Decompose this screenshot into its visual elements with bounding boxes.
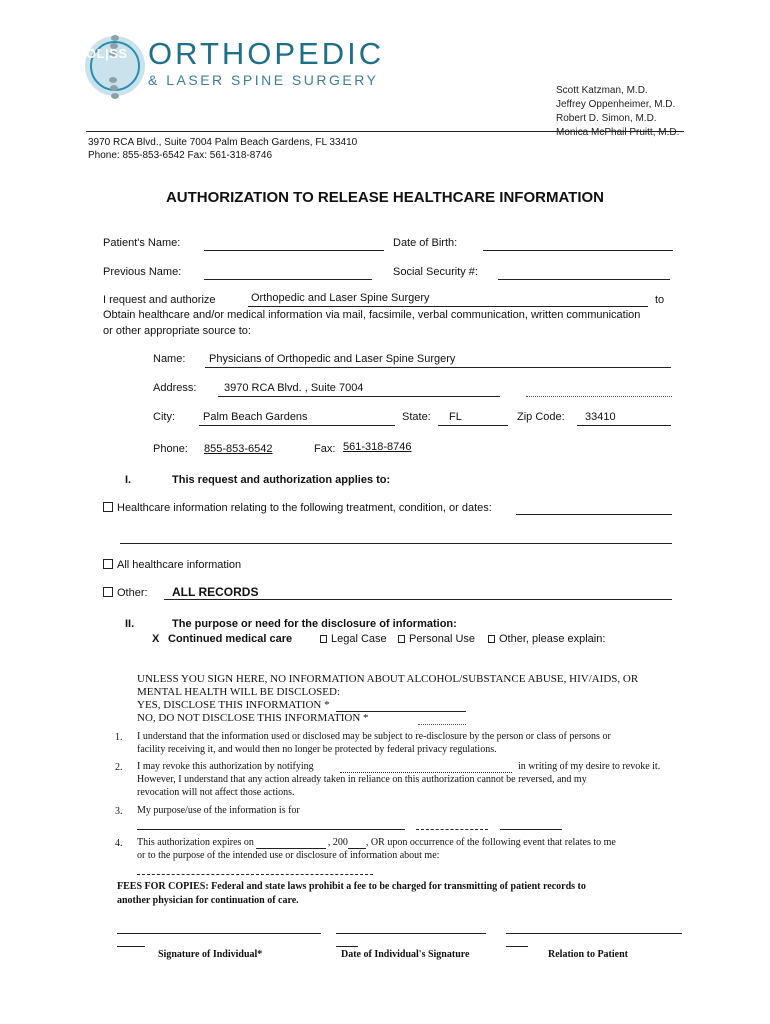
clause-2-line-2: However, I understand that any action already taken in reliance on this authorization cannot be reversed, and my [137, 774, 587, 785]
spine-logo-icon [80, 24, 150, 106]
purpose-legal-case[interactable] [320, 633, 387, 645]
option-treatment[interactable] [103, 502, 492, 514]
fees-line-2: another physician for continuation of care. [117, 895, 299, 906]
patient-name-label: Patient's Name: [103, 237, 181, 249]
request-party-line [248, 306, 648, 307]
header-divider [86, 131, 684, 132]
consent-line-1: UNLESS YOU SIGN HERE, NO INFORMATION ABOUT ALCOHOL/SUBSTANCE ABUSE, HIV/AIDS, OR [137, 673, 639, 685]
recipient-zip-label: Zip Code: [517, 411, 565, 423]
consent-line-2: MENTAL HEALTH WILL BE DISCLOSED: [137, 686, 341, 698]
previous-name-label: Previous Name: [103, 266, 182, 278]
dob-label: Date of Birth: [393, 237, 458, 249]
recipient-zip-value[interactable]: 33410 [585, 411, 616, 423]
clause-number: 3. [115, 806, 123, 817]
recipient-name-line [205, 367, 671, 368]
clause-number: 1. [115, 732, 123, 743]
section-1-numeral: I. [125, 474, 132, 486]
clinic-address: 3970 RCA Blvd., Suite 7004 Palm Beach Gardens, FL 33410 [88, 137, 358, 148]
purpose-continued-care: Continued medical care [168, 633, 293, 645]
expiry-event-field[interactable] [137, 874, 373, 875]
clause-3-line-1: My purpose/use of the information is for [137, 805, 300, 816]
purpose-legal-label: Legal Case [331, 633, 387, 645]
purpose-field-1[interactable] [137, 829, 405, 830]
recipient-city-label: City: [153, 411, 175, 423]
checkbox-purpose-other[interactable] [488, 635, 495, 643]
doctor-name: Jeffrey Oppenheimer, M.D. [556, 99, 676, 110]
signature-date-tick [336, 946, 358, 947]
logo-title: ORTHOPEDIC [148, 36, 385, 71]
recipient-city-line [199, 425, 395, 426]
recipient-state-label: State: [402, 411, 431, 423]
checkbox-personal[interactable] [398, 635, 405, 643]
recipient-state-line [438, 425, 508, 426]
purpose-other[interactable] [488, 633, 605, 645]
page-title: AUTHORIZATION TO RELEASE HEALTHCARE INFORMATION [165, 189, 605, 206]
clause-2-line-3: revocation will not affect those actions. [137, 787, 295, 798]
fees-line-1: FEES FOR COPIES: Federal and state laws prohibit a fee to be charged for transmitting of patient records to [117, 881, 586, 892]
signature-line[interactable] [117, 933, 321, 934]
recipient-name-value[interactable]: Physicians of Orthopedic and Laser Spine Surgery [209, 353, 456, 365]
dob-field[interactable] [483, 250, 673, 251]
checkbox-treatment[interactable] [103, 502, 113, 512]
ssn-label: Social Security #: [393, 266, 478, 278]
expiry-date-field[interactable] [256, 837, 326, 849]
clause-4-expires: This authorization expires on [137, 837, 254, 848]
clause-number: 2. [115, 762, 123, 773]
section-1-heading: This request and authorization applies to: [172, 474, 391, 486]
logo-badge-text: OL|SS [86, 46, 128, 61]
relation-line[interactable] [506, 933, 682, 934]
purpose-field-3[interactable] [500, 829, 562, 830]
purpose-field-2[interactable] [416, 829, 488, 830]
doctor-name: Monica McPhail Pruitt, M.D. [556, 127, 680, 138]
clause-4-line-2: or to the purpose of the intended use or disclosure of information about me: [137, 850, 440, 861]
consent-no-signature[interactable] [418, 724, 466, 725]
doctor-name: Robert D. Simon, M.D. [556, 113, 657, 124]
relation-label: Relation to Patient [548, 949, 628, 960]
purpose-personal-use[interactable] [398, 633, 475, 645]
patient-name-field[interactable] [204, 250, 384, 251]
clinic-phone: Phone: 855-853-6542 Fax: 561-318-8746 [88, 150, 273, 161]
to-text: to [655, 294, 665, 306]
clause-2-line-1: I may revoke this authorization by notifying [137, 761, 314, 772]
clause-4-text [137, 837, 616, 849]
clause-4-event: , OR upon occurrence of the following event that relates to me [365, 837, 616, 848]
recipient-fax-label: Fax: [314, 443, 336, 455]
recipient-address-value[interactable]: 3970 RCA Blvd. , Suite 7004 [224, 382, 364, 394]
clause-2-line-1b: in writing of my desire to revoke it. [518, 761, 661, 772]
recipient-address-label: Address: [153, 382, 197, 394]
purpose-other-label: Other, please explain: [499, 633, 606, 645]
logo-subtitle: & LASER SPINE SURGERY [148, 72, 379, 88]
option-all-label: All healthcare information [117, 559, 242, 571]
clause-1-line-1: I understand that the information used or disclosed may be subject to re-disclosure by the person or class of persons or [137, 731, 611, 742]
ssn-field[interactable] [498, 279, 670, 280]
recipient-zip-line [577, 425, 671, 426]
treatment-dates-field[interactable] [516, 514, 672, 515]
clause-number: 4. [115, 838, 123, 849]
signature-date-line[interactable] [336, 933, 486, 934]
previous-name-field[interactable] [204, 279, 372, 280]
signature-date-label: Date of Individual's Signature [341, 949, 470, 960]
section-2-numeral: II. [125, 618, 135, 630]
authorization-line-3: or other appropriate source to: [103, 325, 251, 337]
recipient-address-line-2 [526, 396, 672, 397]
recipient-phone-label: Phone: [153, 443, 188, 455]
checkbox-all[interactable] [103, 559, 113, 569]
other-value[interactable]: ALL RECORDS [172, 585, 259, 599]
other-field-line [164, 599, 672, 600]
option-other[interactable] [103, 587, 148, 599]
option-other-label: Other: [117, 587, 148, 599]
option-all-records[interactable] [103, 559, 241, 571]
authorization-line-2: Obtain healthcare and/or medical information via mail, facsimile, verbal communication, written communication [103, 309, 641, 321]
checkbox-other[interactable] [103, 587, 113, 597]
request-text: I request and authorize [103, 294, 216, 306]
recipient-phone-value[interactable]: 855-853-6542 [204, 443, 273, 455]
recipient-name-label: Name: [153, 353, 186, 365]
doctor-name: Scott Katzman, M.D. [556, 85, 648, 96]
checkbox-legal[interactable] [320, 635, 327, 643]
request-party-value[interactable]: Orthopedic and Laser Spine Surgery [251, 292, 430, 304]
clause-4-year: , 200 [327, 837, 348, 848]
recipient-state-value[interactable]: FL [449, 411, 462, 423]
recipient-city-value[interactable]: Palm Beach Gardens [203, 411, 308, 423]
selected-mark[interactable]: X [152, 633, 160, 645]
recipient-fax-value[interactable]: 561-318-8746 [343, 441, 412, 453]
section-2-heading: The purpose or need for the disclosure of information: [172, 618, 457, 630]
revoke-notify-field[interactable] [340, 772, 512, 773]
relation-tick [506, 946, 528, 947]
option-treatment-label: Healthcare information relating to the following treatment, condition, or dates: [117, 502, 492, 514]
purpose-personal-label: Personal Use [409, 633, 476, 645]
treatment-dates-field-2[interactable] [120, 543, 672, 544]
recipient-address-line [218, 396, 500, 397]
clause-1-line-2: facility receiving it, and would then no longer be protected by federal privacy regulations. [137, 744, 497, 755]
consent-yes: YES, DISCLOSE THIS INFORMATION * [137, 699, 330, 711]
signature-label: Signature of Individual* [158, 949, 263, 960]
consent-no: NO, DO NOT DISCLOSE THIS INFORMATION * [137, 712, 369, 724]
expiry-year-field[interactable] [348, 837, 366, 849]
signature-tick [117, 946, 145, 947]
